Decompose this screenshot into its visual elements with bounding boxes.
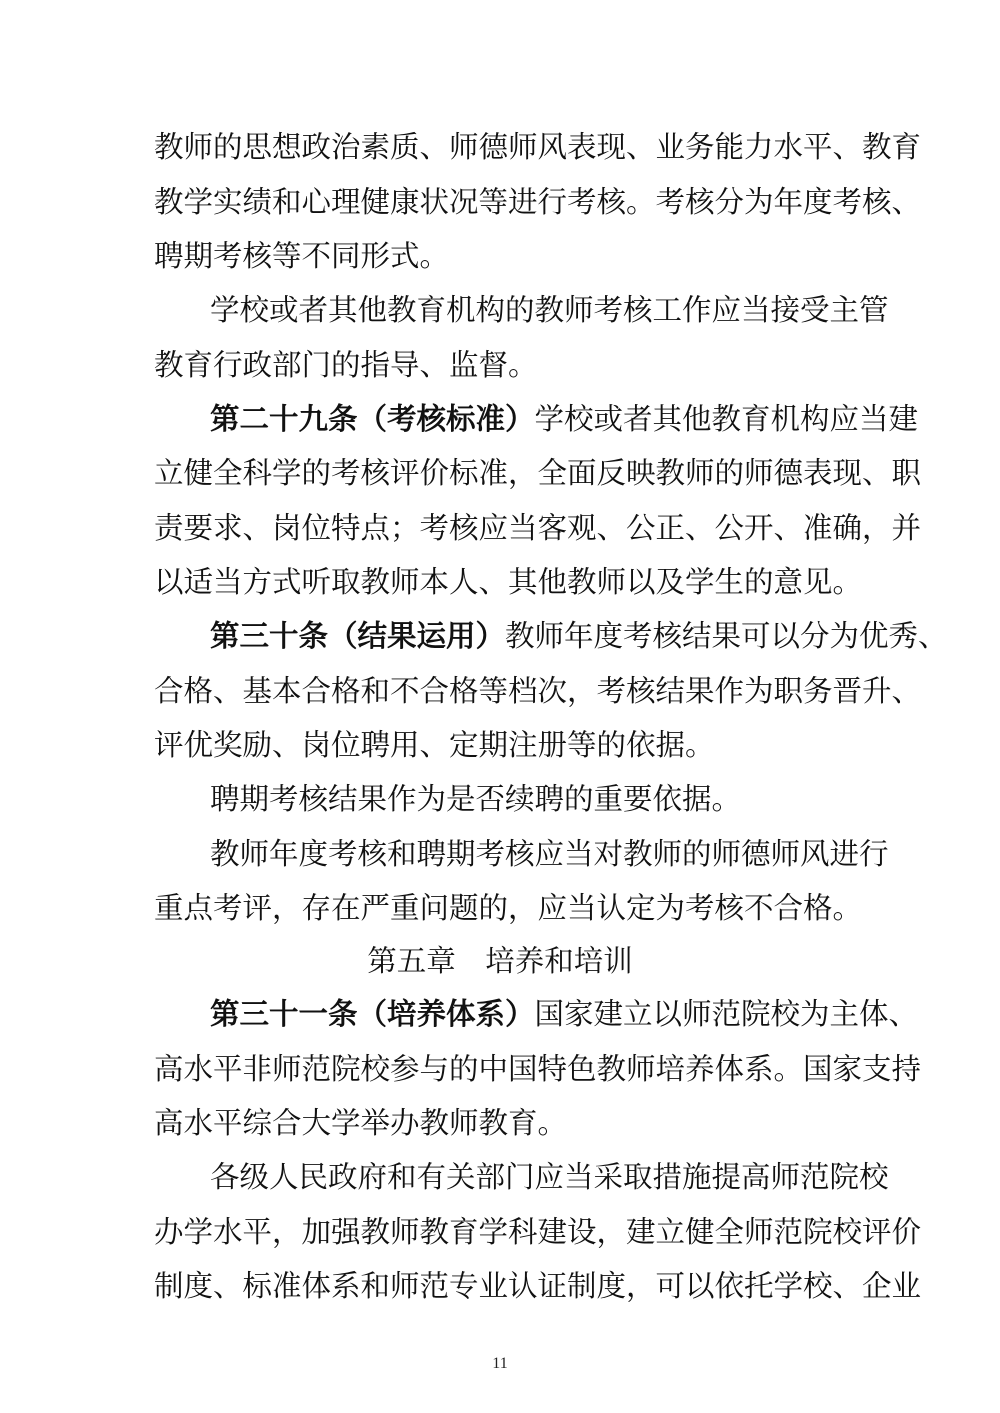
text-line: 以适当方式听取教师本人、其他教师以及学生的意见。 bbox=[154, 565, 863, 599]
text-line: 办学水平，加强教师教育学科建设，建立健全师范院校评价 bbox=[154, 1215, 922, 1249]
text-line: 聘期考核等不同形式。 bbox=[154, 239, 450, 273]
text-line: 教师年度考核和聘期考核应当对教师的师德师风进行 bbox=[210, 837, 889, 871]
article-title: 第二十九条（考核标准） bbox=[210, 402, 535, 436]
text-line: 评优奖励、岗位聘用、定期注册等的依据。 bbox=[154, 728, 715, 762]
text-line: 高水平综合大学举办教师教育。 bbox=[154, 1106, 568, 1140]
article-text: 学校或者其他教育机构应当建 bbox=[534, 402, 919, 436]
text-line: 教学实绩和心理健康状况等进行考核。考核分为年度考核、 bbox=[154, 185, 922, 219]
chapter-heading: 第五章 培养和培训 bbox=[367, 944, 633, 978]
text-line: 制度、标准体系和师范专业认证制度，可以依托学校、企业 bbox=[154, 1269, 922, 1303]
article-29-line bbox=[210, 399, 919, 439]
article-text: 教师年度考核结果可以分为优秀、 bbox=[505, 619, 948, 653]
article-30-line bbox=[210, 616, 948, 656]
article-title: 第三十一条（培养体系） bbox=[210, 997, 535, 1031]
text-line: 立健全科学的考核评价标准，全面反映教师的师德表现、职 bbox=[154, 456, 922, 490]
text-line: 教师的思想政治素质、师德师风表现、业务能力水平、教育 bbox=[154, 130, 922, 164]
page-number: 11 bbox=[492, 1355, 508, 1372]
text-line: 学校或者其他教育机构的教师考核工作应当接受主管 bbox=[210, 293, 889, 327]
text-line: 高水平非师范院校参与的中国特色教师培养体系。国家支持 bbox=[154, 1052, 922, 1086]
text-line: 责要求、岗位特点；考核应当客观、公正、公开、准确，并 bbox=[154, 511, 922, 545]
text-line: 重点考评，存在严重问题的，应当认定为考核不合格。 bbox=[154, 891, 863, 925]
text-line: 合格、基本合格和不合格等档次，考核结果作为职务晋升、 bbox=[154, 674, 922, 708]
article-31-line bbox=[210, 994, 919, 1034]
text-line: 各级人民政府和有关部门应当采取措施提高师范院校 bbox=[210, 1160, 889, 1194]
text-line: 教育行政部门的指导、监督。 bbox=[154, 348, 538, 382]
article-text: 国家建立以师范院校为主体、 bbox=[534, 997, 919, 1031]
text-line: 聘期考核结果作为是否续聘的重要依据。 bbox=[210, 782, 742, 816]
article-title: 第三十条（结果运用） bbox=[210, 619, 506, 653]
